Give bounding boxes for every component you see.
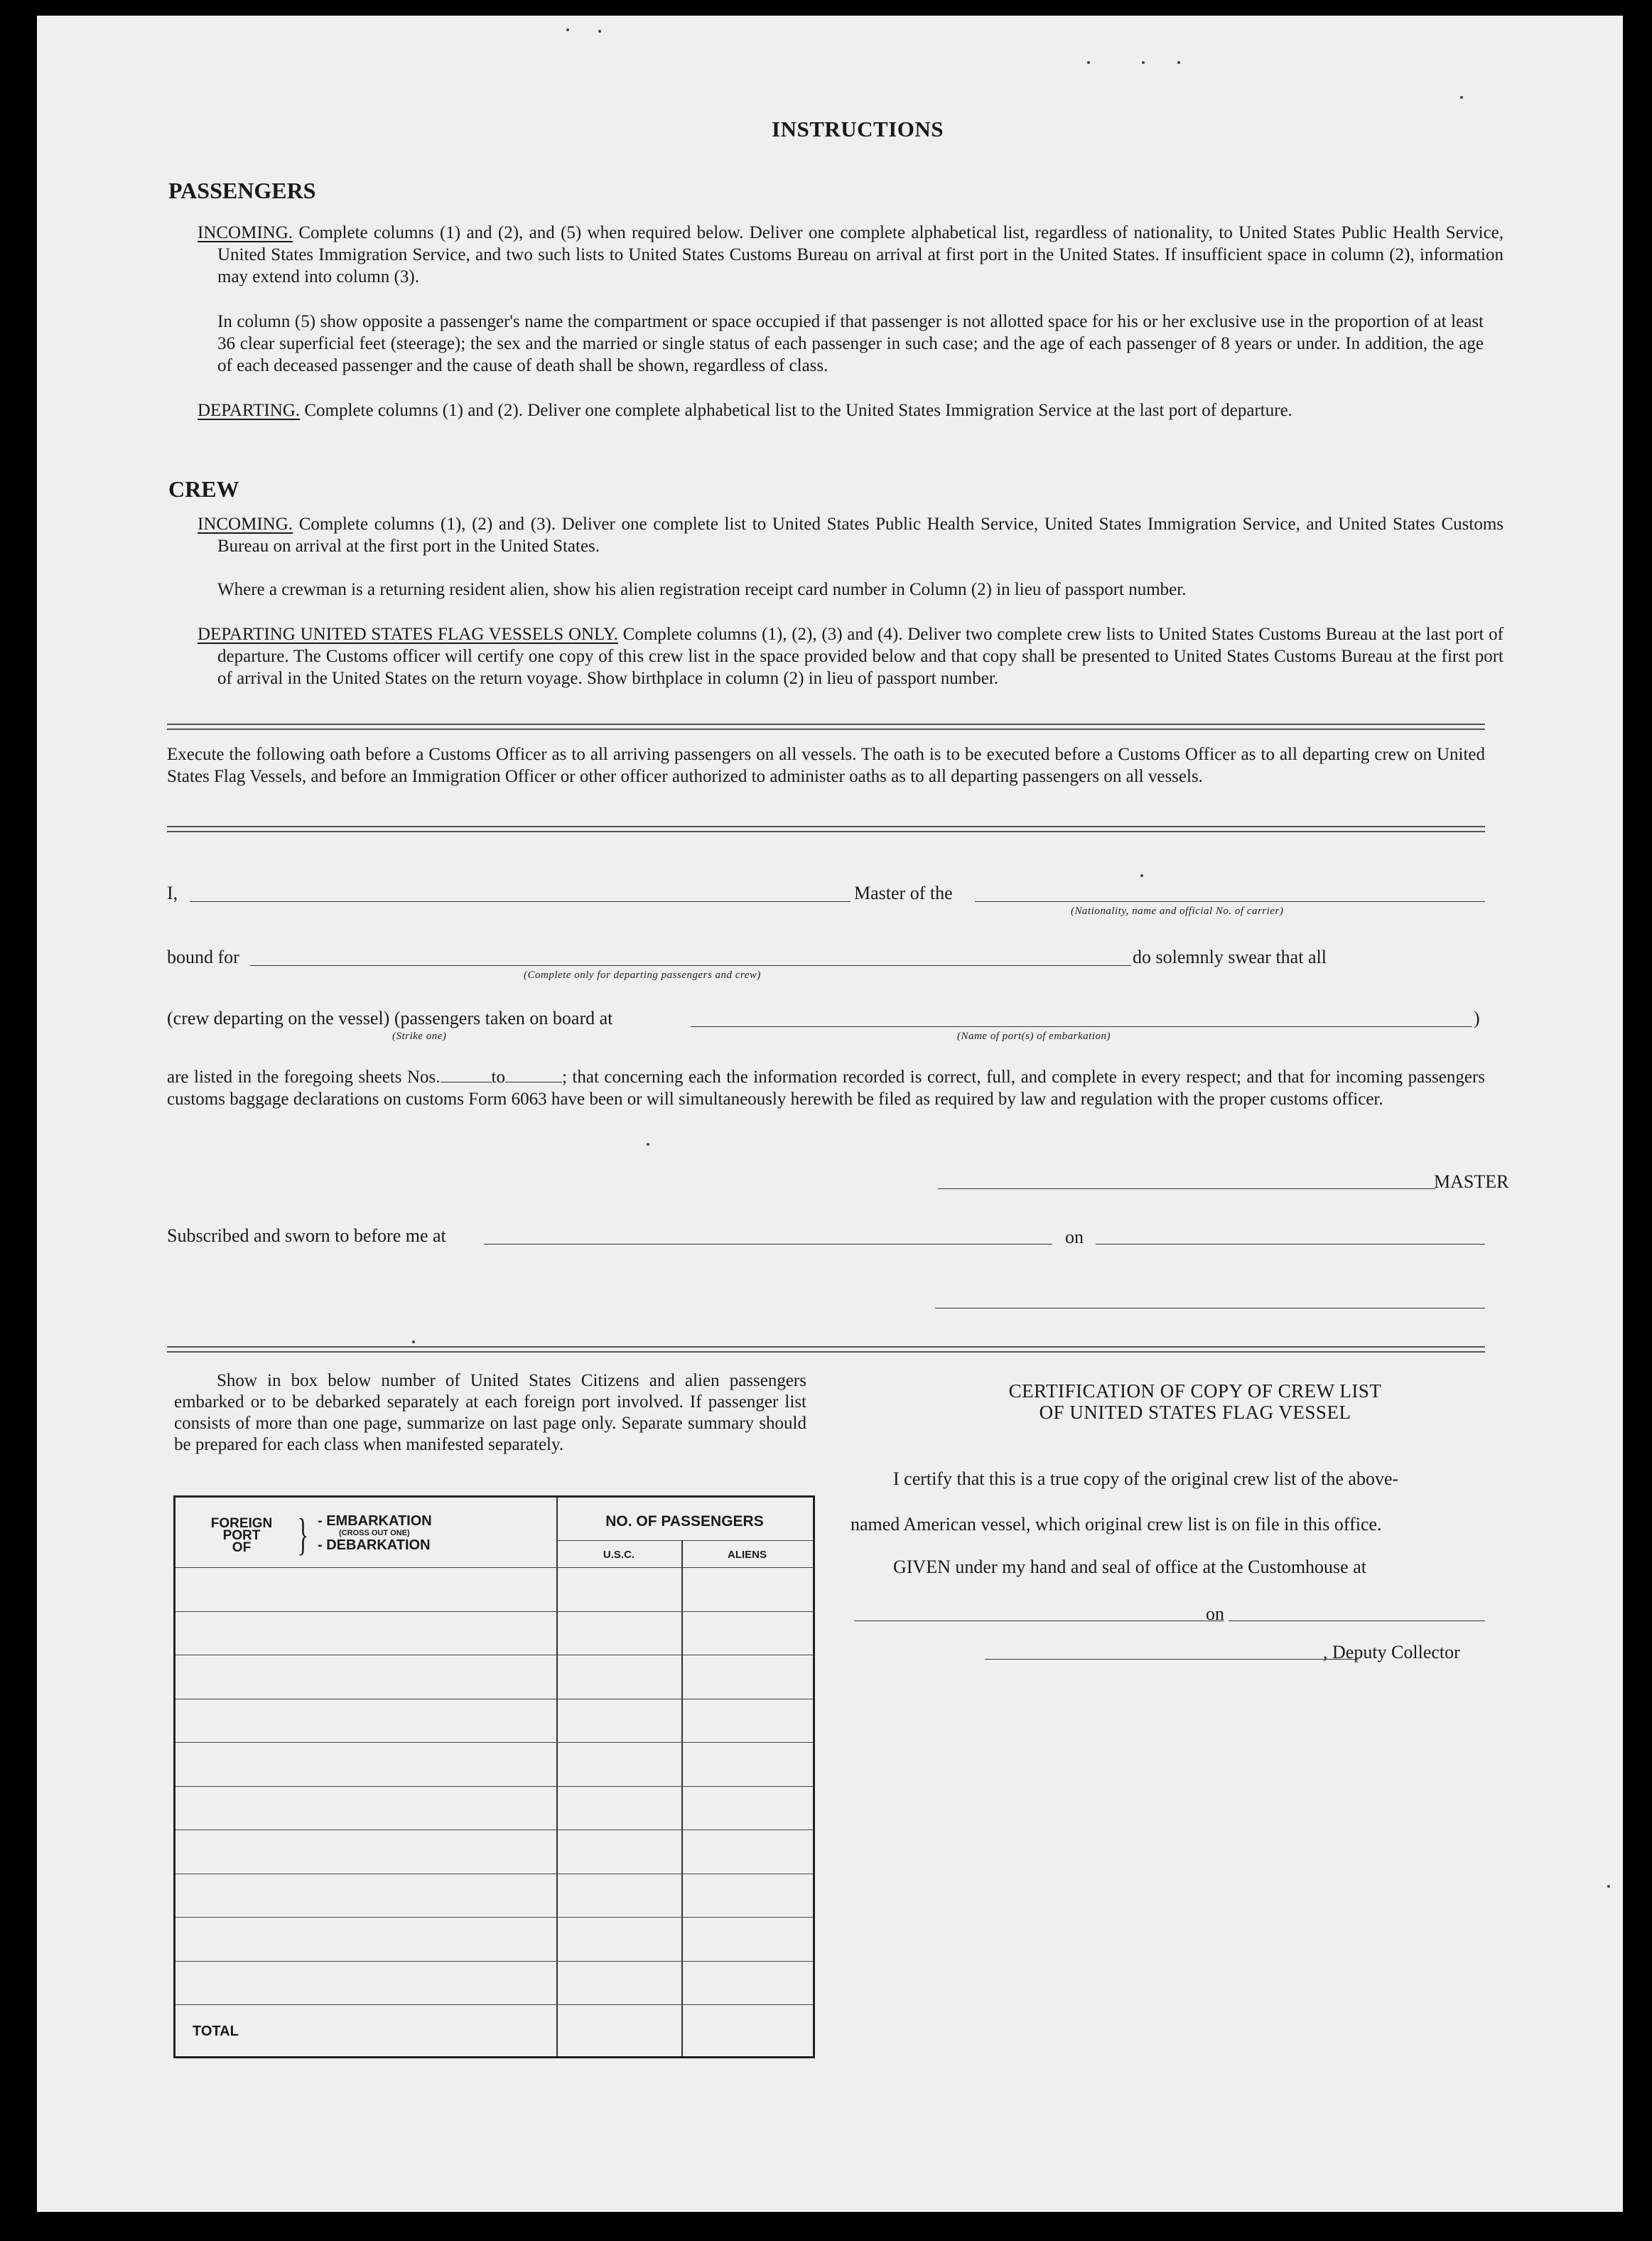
certification-heading-line1: CERTIFICATION OF COPY OF CREW LIST <box>1008 1380 1382 1402</box>
sheets-to-label: to <box>491 1068 505 1087</box>
passenger-summary-table <box>173 1495 815 2058</box>
document-page <box>37 16 1623 2212</box>
crew-departing-label: (crew departing on the vessel) (passengers taken on board at <box>167 1008 613 1028</box>
table-row <box>176 1917 813 1918</box>
close-paren: ) <box>1474 1008 1480 1028</box>
swear-label: do solemnly swear that all <box>1133 947 1327 967</box>
passengers-incoming-text: Complete columns (1) and (2), and (5) when required below. Deliver one complete alphabetical list, regardless of nationality, to United States Public Health Service, United States Immigration Service, and two such lists to United States Customs Bureau on arrival at first port in the United States. If insufficient space in column (2), information may extend into column (3). <box>217 223 1504 286</box>
master-of-label: Master of the <box>854 883 953 903</box>
aliens-header: ALIENS <box>727 1549 767 1561</box>
deputy-collector-label: , Deputy Collector <box>1323 1642 1460 1662</box>
oath-instructions: Execute the following oath before a Customs Officer as to all arriving passengers on all vessels. The oath is to be executed before a Customs Officer as to all departing crew on United States Flag Vessels, and before an Immigration Officer or other officer authorized to administer oaths as to all departing passengers on all vessels. <box>167 745 1485 786</box>
passengers-column5-paragraph: In column (5) show opposite a passenger's name the compartment or space occupied if that passenger is not allotted space for his or her exclusive use in the proportion of at least 36 clear superficial feet (steerage); the sex and the married or single status of each passenger in such case; and the age of each passenger of 8 years or under. In addition, the age of each deceased passenger and the cause of death shall be shown, regardless of class. <box>217 312 1484 375</box>
brace-icon: } <box>297 1509 309 1559</box>
speck <box>1607 1885 1610 1888</box>
sworn-on-field[interactable] <box>1096 1244 1485 1245</box>
master-signature-field[interactable] <box>938 1188 1435 1189</box>
foreign-port-header <box>203 1517 281 1554</box>
bound-for-hint: (Complete only for departing passengers and crew) <box>524 969 761 981</box>
crew-resident-paragraph: Where a crewman is a returning resident alien, show his alien registration receipt card number in Column (2) in lieu of passport number. <box>217 580 1187 599</box>
subscribed-label: Subscribed and sworn to before me at <box>167 1225 446 1246</box>
embarkation-label: - EMBARKATION <box>318 1513 432 1529</box>
table-row <box>176 1829 813 1830</box>
cross-out-hint: (CROSS OUT ONE) <box>339 1529 410 1537</box>
passengers-heading: PASSENGERS <box>168 178 316 203</box>
oath-i-label: I, <box>167 883 178 903</box>
sheets-prefix: are listed in the foregoing sheets Nos. <box>167 1068 441 1087</box>
sheets-paragraph <box>167 1066 1485 1110</box>
speck <box>647 1143 649 1146</box>
certification-on-label: on <box>1206 1603 1224 1624</box>
sworn-at-field[interactable] <box>484 1244 1052 1245</box>
usc-header: U.S.C. <box>603 1549 635 1561</box>
header-word: PORT <box>222 1528 261 1543</box>
bound-for-field[interactable] <box>250 965 1131 966</box>
bound-for-label: bound for <box>167 947 239 967</box>
debarkation-label: - DEBARKATION <box>318 1537 431 1553</box>
crew-incoming-paragraph <box>198 513 1503 557</box>
named-text: named American vessel, which original crew list is on file in this office. <box>851 1514 1382 1535</box>
header-word: FOREIGN <box>210 1516 273 1531</box>
carrier-field[interactable] <box>975 901 1485 902</box>
passengers-incoming-label: INCOMING. <box>198 223 293 242</box>
table-row <box>176 1742 813 1743</box>
deputy-signature-field[interactable] <box>985 1659 1359 1660</box>
no-passengers-header: NO. OF PASSENGERS <box>605 1513 764 1530</box>
master-label: MASTER <box>1434 1171 1509 1192</box>
master-name-field[interactable] <box>190 901 851 902</box>
passengers-departing-text: Complete columns (1) and (2). Deliver one complete alphabetical list to the United States Immigration Service at the last port of departure. <box>304 401 1292 420</box>
page-title: INSTRUCTIONS <box>772 117 944 141</box>
crew-departing-text: Complete columns (1), (2), (3) and (4). Deliver two complete crew lists to United States Customs Bureau at the last port of departure. The Customs officer will certify one copy of this crew list in the space provided below and that copy shall be presented to United States Customs Bureau at the first port of arrival in the United States on the return voyage. Show birthplace in column (2) in lieu of passport number. <box>217 625 1503 688</box>
crew-departing-paragraph <box>198 623 1503 689</box>
certification-heading <box>875 1380 1515 1423</box>
table-row <box>176 1786 813 1787</box>
speck <box>1087 61 1090 64</box>
table-row <box>176 1961 813 1962</box>
passengers-departing-paragraph <box>198 399 1503 421</box>
speck <box>1460 96 1463 99</box>
carrier-hint: (Nationality, name and official No. of carrier) <box>1071 905 1284 917</box>
given-text: GIVEN under my hand and seal of office at the Customhouse at <box>893 1557 1366 1577</box>
crew-incoming-text: Complete columns (1), (2) and (3). Deliver one complete list to United States Public Health Service, United States Immigration Service, and United States Customs Bureau on arrival at the first port in the United States. <box>217 515 1503 556</box>
crew-incoming-label: INCOMING. <box>198 515 293 534</box>
table-row <box>176 1567 813 1568</box>
passengers-incoming-paragraph <box>198 222 1503 288</box>
total-label: TOTAL <box>193 2024 239 2039</box>
table-divider <box>556 1540 813 1541</box>
speck <box>598 30 601 33</box>
speck <box>566 28 569 31</box>
divider <box>167 724 1485 730</box>
crew-heading: CREW <box>168 476 239 502</box>
sworn-on-label: on <box>1065 1227 1084 1247</box>
table-row <box>176 1611 813 1612</box>
sheets-rest: ; that concerning each the information recorded is correct, full, and complete in every respect; and that for incoming passengers customs baggage declarations on customs Form 6063 have been or will simultaneously herewith be filed as required by law and regulation with the proper customs officer. <box>167 1068 1485 1109</box>
divider <box>167 1346 1485 1353</box>
port-hint: (Name of port(s) of embarkation) <box>957 1031 1111 1042</box>
certification-heading-line2: OF UNITED STATES FLAG VESSEL <box>1039 1402 1351 1423</box>
strike-one-hint: (Strike one) <box>392 1031 447 1042</box>
certify-text: I certify that this is a true copy of the original crew list of the above- <box>893 1468 1399 1489</box>
speck <box>1142 61 1145 64</box>
embarkation-port-field[interactable] <box>691 1026 1472 1027</box>
crew-departing-label: DEPARTING UNITED STATES FLAG VESSELS ONLY. <box>198 625 618 644</box>
divider <box>167 826 1485 832</box>
speck <box>1140 874 1143 877</box>
speck <box>412 1340 415 1343</box>
table-row <box>176 2004 813 2005</box>
table-divider <box>681 1540 683 2056</box>
passengers-departing-label: DEPARTING. <box>198 401 301 420</box>
table-divider <box>556 1498 558 2056</box>
speck <box>1177 61 1180 64</box>
header-word: OF <box>232 1540 252 1555</box>
summary-instructions: Show in box below number of United States Citizens and alien passengers embarked or to be debarked separately at each foreign port involved. If passenger list consists of more than one page, summarize on last page only. Separate summary should be prepared for each class when manifested separately. <box>174 1371 806 1454</box>
